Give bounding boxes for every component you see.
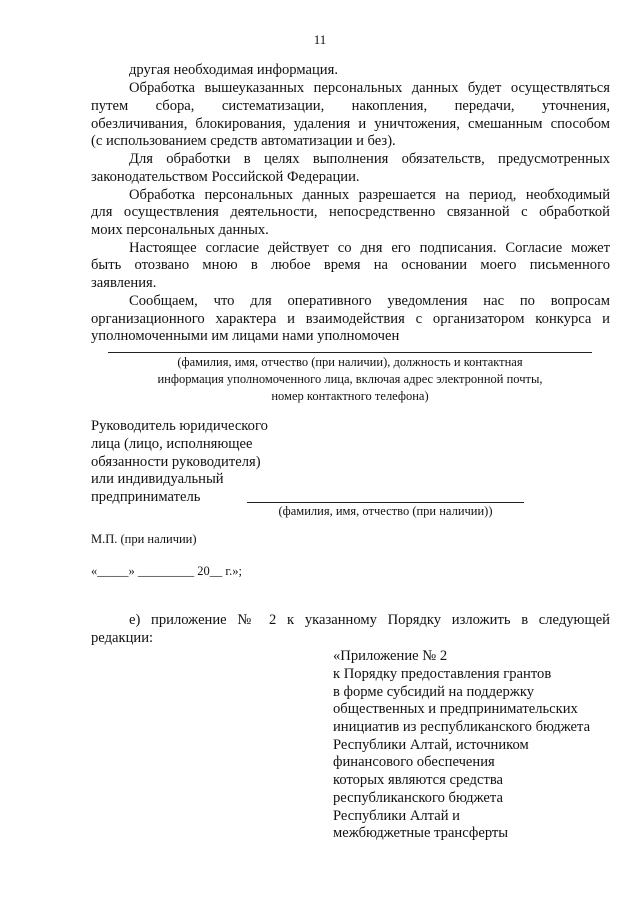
appendix-heading-line: общественных и предпринимательских (333, 701, 578, 717)
paragraph-line: Обработка персональных данных разрешается на период, необходимый (129, 187, 610, 203)
caption-line: номер контактного телефона) (271, 389, 429, 403)
paragraph-line: обезличивания, блокирования, удаления и уничтожения, смешанным способом (91, 116, 610, 132)
caption-line: информация уполномоченного лица, включая адрес электронной почты, (157, 372, 543, 386)
signer-caption: (фамилия, имя, отчество (при наличии)) (278, 504, 493, 518)
appendix-heading-line: «Приложение № 2 (333, 648, 448, 664)
stamp-note: М.П. (при наличии) (91, 532, 197, 546)
signer-label-line: обязанности руководителя) (91, 454, 261, 470)
paragraph-line: Обработка вышеуказанных персональных данных будет осуществляться (129, 80, 610, 96)
paragraph-line: организационного характера и взаимодействия с организатором конкурса и (91, 311, 610, 327)
paragraph-line: законодательством Российской Федерации. (91, 169, 360, 185)
appendix-heading-line: в форме субсидий на поддержку (333, 684, 535, 700)
paragraph-line: Сообщаем, что для оперативного уведомления нас по вопросам (129, 293, 610, 309)
caption-line: (фамилия, имя, отчество (при наличии), должность и контактная (177, 355, 523, 369)
signer-label-line: предприниматель (91, 489, 201, 505)
paragraph-line: е) приложение № 2 к указанному Порядку изложить в следующей (129, 612, 610, 628)
paragraph-line: быть отозвано мною в любое время на основании моего письменного (91, 257, 610, 273)
appendix-heading-line: республиканского бюджета (333, 790, 503, 806)
paragraph-line: уполномоченными им лицами нами уполномочен (91, 328, 400, 344)
appendix-heading-line: к Порядку предоставления грантов (333, 666, 552, 682)
page-number: 11 (313, 32, 327, 47)
appendix-heading-line: которых являются средства (333, 772, 504, 788)
paragraph-line: другая необходимая информация. (129, 62, 338, 78)
signer-label-line: Руководитель юридического (91, 418, 268, 434)
date-line: «_____» _________ 20__ г.»; (91, 564, 242, 578)
signer-label-line: или индивидуальный (91, 471, 224, 487)
appendix-heading-line: инициатив из республиканского бюджета (333, 719, 591, 735)
paragraph-line: моих персональных данных. (91, 222, 269, 238)
appendix-heading-line: межбюджетные трансферты (333, 825, 509, 841)
paragraph-line: Настоящее согласие действует со дня его подписания. Согласие может (129, 240, 610, 256)
appendix-heading-line: Республики Алтай, источником (333, 737, 529, 753)
paragraph-line: Для обработки в целях выполнения обязательств, предусмотренных (129, 151, 610, 167)
signature-line (108, 352, 592, 353)
paragraph-line: заявления. (91, 275, 157, 291)
signer-label-line: лица (лицо, исполняющее (91, 436, 253, 452)
appendix-heading-line: Республики Алтай и (333, 808, 460, 824)
paragraph-line: для осуществления деятельности, непосредственно связанной с обработкой (91, 204, 610, 220)
appendix-heading-line: финансового обеспечения (333, 754, 495, 770)
paragraph-line: (с использованием средств автоматизации и без). (91, 133, 396, 149)
paragraph-line: путем сбора, систематизации, накопления, передачи, уточнения, (91, 98, 610, 114)
paragraph-line: редакции: (91, 630, 154, 646)
